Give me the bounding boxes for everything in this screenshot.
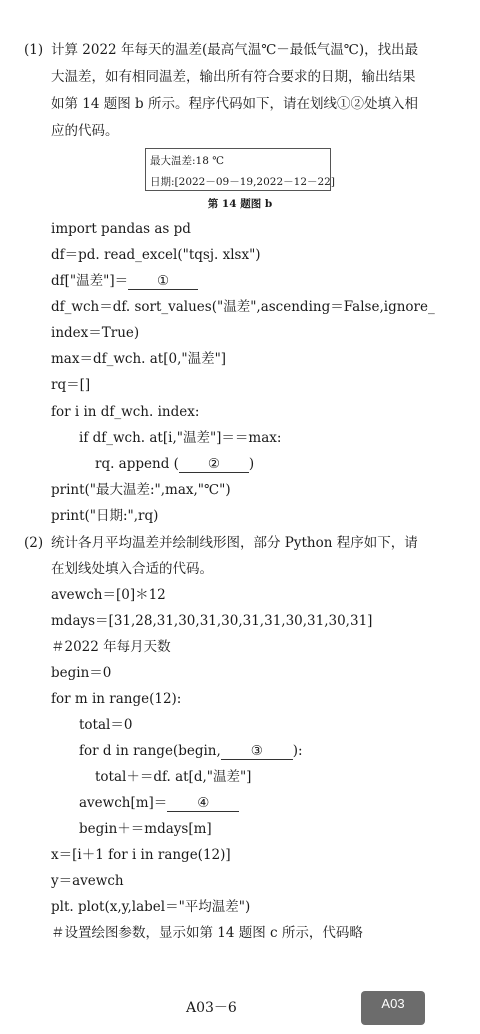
code-2-line-11: x＝[i＋1 for i in range(12)] — [51, 847, 231, 863]
code-2-line-3: ＃2022 年每月天数 — [51, 639, 171, 655]
blank-2: ② — [179, 455, 249, 473]
code-1-line-3 — [51, 272, 198, 290]
code-1-line-10 — [95, 455, 254, 473]
code-2-line-6: total＝0 — [79, 717, 133, 733]
code-2-line-7-text: for d in range(begin, — [79, 743, 221, 759]
code-2-line-4: begin＝0 — [51, 665, 112, 681]
figure-b-max-diff: 最大温差:18 ℃ — [150, 155, 224, 167]
code-2-line-10: begin＋＝mdays[m] — [79, 821, 212, 837]
blank-3: ③ — [221, 742, 293, 760]
question-1-line-3: 如第 14 题图 b 所示。程序代码如下，请在划线①②处填入相 — [51, 96, 418, 112]
page-number: A03－6 — [186, 1000, 237, 1016]
code-2-line-7-close: ): — [292, 743, 303, 759]
code-2-line-1: avewch＝[0]＊12 — [51, 587, 166, 603]
code-1-line-1: import pandas as pd — [51, 221, 191, 237]
code-1-line-8: for i in df_wch. index: — [51, 404, 200, 420]
question-2-line-1: 统计各月平均温差并绘制线形图，部分 Python 程序如下，请 — [51, 535, 418, 551]
code-1-line-9: if df_wch. at[i,"温差"]＝＝max: — [79, 430, 282, 446]
code-1-line-10-close: ) — [248, 456, 255, 472]
code-1-line-10-text: rq. append ( — [95, 456, 179, 472]
blank-4: ④ — [167, 794, 239, 812]
code-1-line-11: print("最大温差:",max,"℃") — [51, 482, 231, 498]
code-2-line-12: y＝avewch — [51, 873, 124, 889]
code-1-line-7: rq＝[] — [51, 377, 91, 393]
code-1-line-5: index＝True) — [51, 325, 140, 341]
code-2-line-9-text: avewch[m]＝ — [79, 795, 168, 811]
code-2-line-14: ＃设置绘图参数，显示如第 14 题图 c 所示，代码略 — [51, 925, 363, 941]
question-1-line-1: 计算 2022 年每天的温差(最高气温℃－最低气温℃)，找出最 — [51, 42, 419, 58]
code-1-line-6: max＝df_wch. at[0,"温差"] — [51, 351, 227, 367]
question-2-number: (2) — [24, 535, 44, 551]
code-1-line-4: df_wch＝df. sort_values("温差",ascending＝False,ignore_ — [51, 299, 435, 315]
code-1-line-2: df＝pd. read_excel("tqsj. xlsx") — [51, 247, 261, 263]
code-2-line-8: total＋＝df. at[d,"温差"] — [95, 769, 252, 785]
code-2-line-5: for m in range(12): — [51, 691, 182, 707]
question-1-number: (1) — [24, 42, 44, 58]
question-1-line-4: 应的代码。 — [51, 123, 119, 139]
code-2-line-9 — [79, 794, 239, 812]
question-2-line-2: 在划线处填入合适的代码。 — [51, 561, 213, 577]
figure-b-caption: 第 14 题图 b — [207, 198, 273, 210]
page-tab-badge: A03 — [361, 991, 425, 1025]
code-2-line-2: mdays＝[31,28,31,30,31,30,31,31,30,31,30,31] — [51, 613, 373, 629]
code-1-line-12: print("日期:",rq) — [51, 508, 159, 524]
figure-b-dates: 日期:[2022－09－19,2022－12－22] — [150, 176, 335, 188]
code-2-line-7 — [79, 742, 303, 760]
code-1-line-3-text: df["温差"]＝ — [51, 273, 129, 289]
figure-b-output-box — [145, 148, 335, 191]
question-1-line-2: 大温差，如有相同温差，输出所有符合要求的日期，输出结果 — [51, 69, 416, 85]
code-2-line-13: plt. plot(x,y,label＝"平均温差") — [51, 899, 251, 915]
blank-1: ① — [128, 272, 198, 290]
